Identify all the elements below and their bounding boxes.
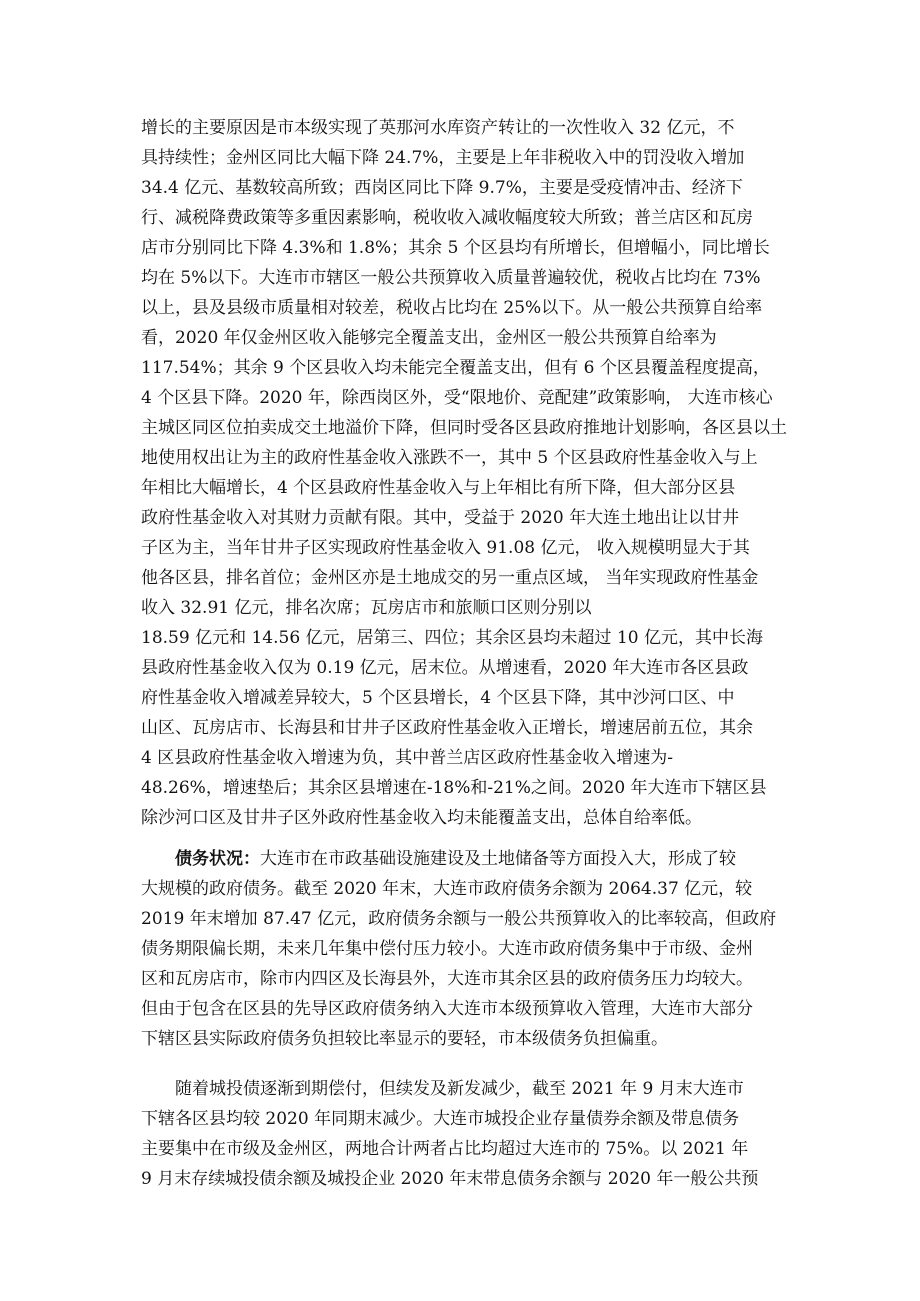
paragraph-line: 4 区县政府性基金收入增速为负，其中普兰店区政府性基金收入增速为- <box>141 748 673 768</box>
paragraph-line: 店市分别同比下降 4.3%和 1.8%；其余 5 个区县均有所增长，但增幅小，同比增长 <box>141 238 770 258</box>
paragraph-line: 2019 年末增加 87.47 亿元，政府债务余额与一般公共预算收入的比率较高，但政府 <box>141 909 777 929</box>
paragraph-line: 4 个区县下降。2020 年，除西岗区外，受“限地价、竞配建”政策影响， 大连市核心 <box>141 388 773 408</box>
paragraph-line: 以上，县及县级市质量相对较差，税收占比均在 25%以下。从一般公共预算自给率 <box>141 298 763 318</box>
paragraph-line: 山区、瓦房店市、长海县和甘井子区政府性基金收入正增长，增速居前五位，其余 <box>141 718 753 738</box>
paragraph-line: 他各区县，排名首位；金州区亦是土地成交的另一重点区域， 当年实现政府性基金 <box>141 568 759 588</box>
paragraph-line: 具持续性；金州区同比大幅下降 24.7%，主要是上年非税收入中的罚没收入增加 <box>141 148 745 168</box>
paragraph-line: 增长的主要原因是市本级实现了英那河水库资产转让的一次性收入 32 亿元，不 <box>141 118 735 138</box>
paragraph-line: 大连市在市政基础设施建设及土地储备等方面投入大，形成了较 <box>260 849 736 869</box>
paragraph-line: 主要集中在市级及金州区，两地合计两者占比均超过大连市的 75%。以 2021 年 <box>141 1139 749 1159</box>
paragraph-line: 收入 32.91 亿元，排名次席；瓦房店市和旅顺口区则分别以 <box>141 598 592 618</box>
paragraph-line: 年相比大幅增长，4 个区县政府性基金收入与上年相比有所下降，但大部分区县 <box>141 478 736 498</box>
paragraph-line: 下辖区县实际政府债务负担较比率显示的要轻，市本级债务负担偏重。 <box>141 1029 668 1049</box>
paragraph-line: 地使用权出让为主的政府性基金收入涨跌不一，其中 5 个区县政府性基金收入与上 <box>141 448 758 468</box>
paragraph-line: 均在 5%以下。大连市市辖区一般公共预算收入质量普遍较优，税收占比均在 73% <box>141 268 761 288</box>
paragraph-line: 随着城投债逐渐到期偿付，但续发及新发减少，截至 2021 年 9 月末大连市 <box>175 1079 744 1099</box>
paragraph-line: 主城区同区位拍卖成交土地溢价下降，但同时受各区县政府推地计划影响，各区县以土 <box>141 418 787 438</box>
paragraph-line: 34.4 亿元、基数较高所致；西岗区同比下降 9.7%，主要是受疫情冲击、经济下 <box>141 178 743 198</box>
paragraph-line: 117.54%；其余 9 个区县收入均未能完全覆盖支出，但有 6 个区县覆盖程度提高， <box>141 358 770 378</box>
paragraph-line: 政府性基金收入对其财力贡献有限。其中，受益于 2020 年大连土地出让以甘井 <box>141 508 740 528</box>
paragraph-line: 债务期限偏长期，未来几年集中偿付压力较小。大连市政府债务集中于市级、金州 <box>141 939 753 959</box>
paragraph-line: 看，2020 年仅金州区收入能够完全覆盖支出，金州区一般公共预算自给率为 <box>141 328 717 348</box>
paragraph-line: 48.26%，增速垫后；其余区县增速在-18%和-21%之间。2020 年大连市下辖区县 <box>141 778 767 798</box>
paragraph-first-line <box>175 846 736 872</box>
paragraph-line: 子区为主，当年甘井子区实现政府性基金收入 91.08 亿元， 收入规模明显大于其 <box>141 538 750 558</box>
paragraph-line: 9 月末存续城投债余额及城投企业 2020 年末带息债务余额与 2020 年一般公共预 <box>141 1169 759 1189</box>
paragraph-line: 大规模的政府债务。截至 2020 年末，大连市政府债务余额为 2064.37 亿元，较 <box>141 879 753 899</box>
section-heading: 债务状况： <box>175 849 260 869</box>
paragraph-line: 除沙河口区及甘井子区外政府性基金收入均未能覆盖支出，总体自给率低。 <box>141 808 702 828</box>
paragraph-line: 府性基金收入增减差异较大，5 个区县增长，4 个区县下降，其中沙河口区、中 <box>141 688 735 708</box>
paragraph-line: 但由于包含在区县的先导区政府债务纳入大连市本级预算收入管理，大连市大部分 <box>141 999 753 1019</box>
paragraph-line: 区和瓦房店市，除市内四区及长海县外，大连市其余区县的政府债务压力均较大。 <box>141 969 753 989</box>
paragraph-line: 18.59 亿元和 14.56 亿元，居第三、四位；其余区县均未超过 10 亿元，其中长海 <box>141 628 763 648</box>
paragraph-line: 下辖各区县均较 2020 年同期末减少。大连市城投企业存量债券余额及带息债务 <box>141 1109 740 1129</box>
paragraph-line: 县政府性基金收入仅为 0.19 亿元，居末位。从增速看，2020 年大连市各区县政 <box>141 658 749 678</box>
paragraph-line: 行、减税降费政策等多重因素影响，税收收入减收幅度较大所致；普兰店区和瓦房 <box>141 208 753 228</box>
